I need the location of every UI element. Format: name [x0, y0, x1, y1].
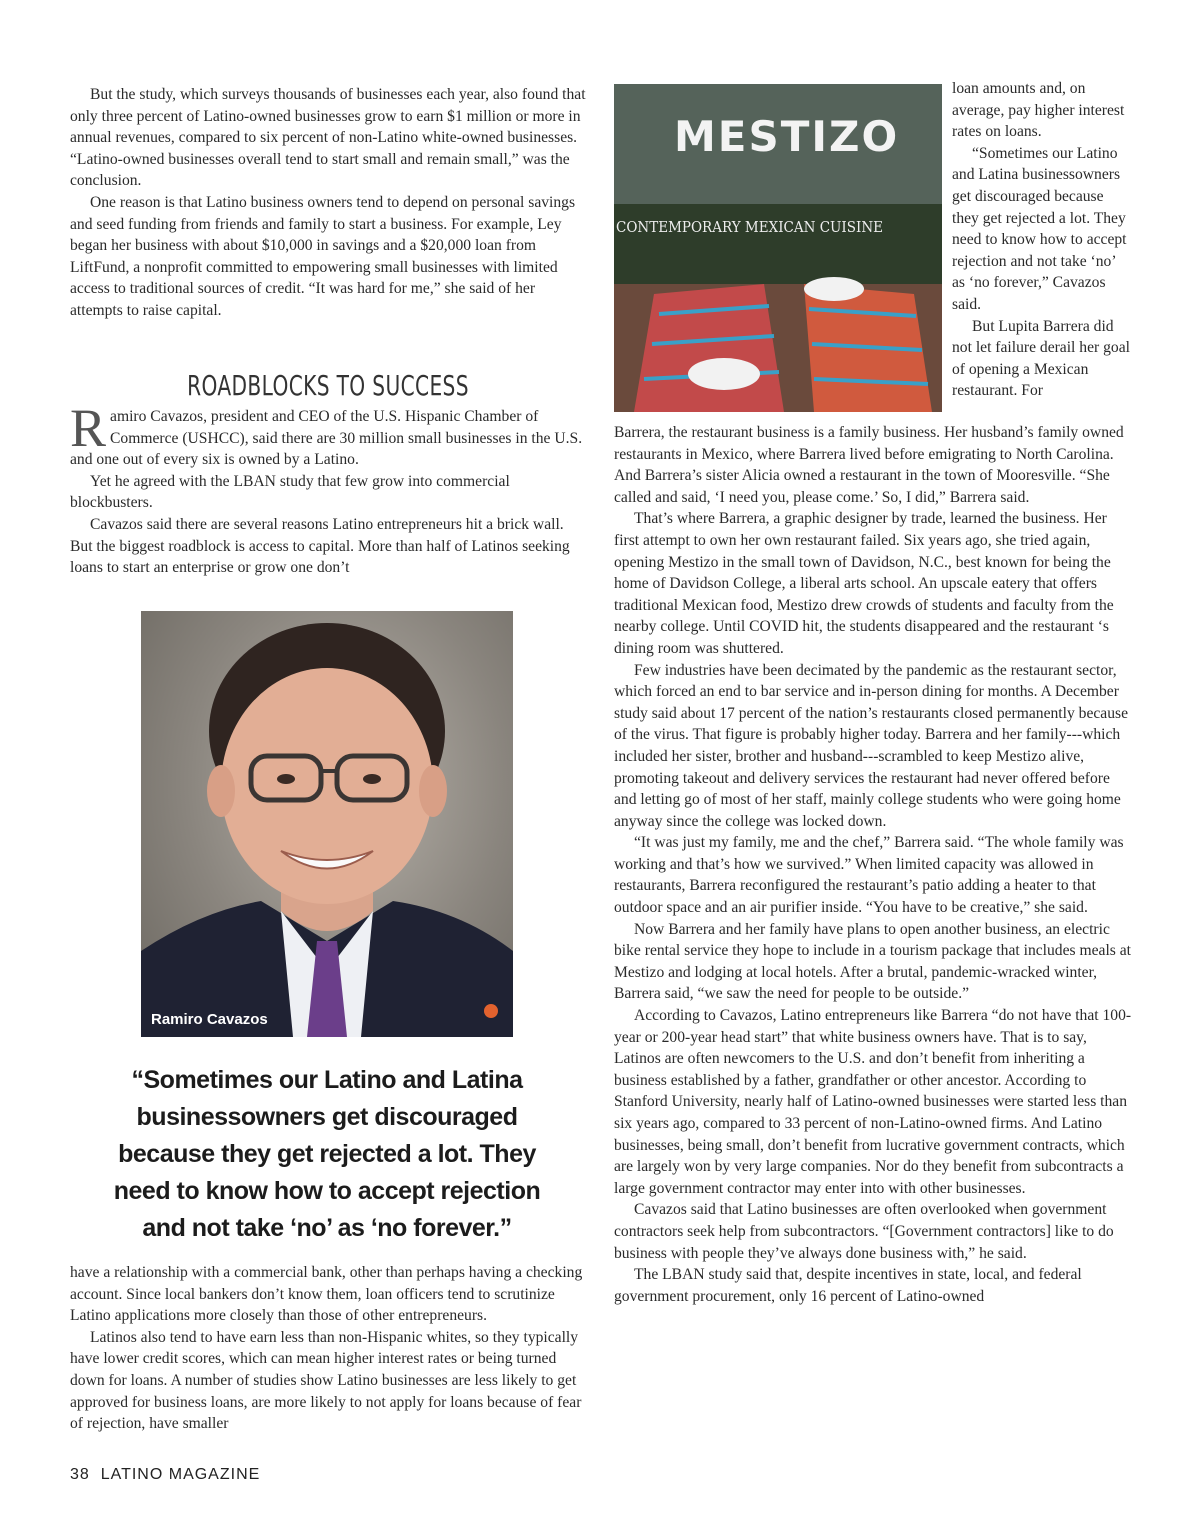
- body-paragraph: Few industries have been decimated by the pandemic as the restaurant sector, which forced an end to bar service and in-person dining for months. A December study said about 17 percent of the nation’s restaurants closed permanently because of the virus. That figure is probably higher today. Barrera and her family---which included her sister, brother and husband---scrambled to keep Mestizo alive, promoting takeout and delivery services the restaurant had never offered before and letting go of most of her staff, mainly college students who were going home anyway since the college was locked down.: [614, 661, 1128, 830]
- sign-main-text: MESTIZO: [674, 112, 900, 161]
- body-paragraph: That’s where Barrera, a graphic designer by trade, learned the business. Her first attempt to own her own restaurant failed. Six years ago, she tried again, opening Mestizo in the small town of Davidson, N.C., best known for being the home of Davidson College, a liberal arts school. An upscale eatery that offers traditional Mexican food, Mestizo drew crowds of students and faculty from the nearby college. Until COVID hit, the students disappeared and the restaurant ‘s dining room was shuttered.: [614, 510, 1114, 657]
- body-paragraph: The LBAN study said that, despite incentives in state, local, and federal government procurement, only 16 percent of Latino-owned: [614, 1266, 1082, 1305]
- body-paragraph: According to Cavazos, Latino entrepreneurs like Barrera “do not have that 100-year or 200-year head start” that white business owners have. That is to say, Latinos are often newcomers to the U.S. and don’t benefit from inheriting a business established by a father, grandfather or other ancestor. According to Stanford University, nearly half of Latino-owned businesses were started less than six years ago, compared to 33 percent of non-Latino-owned firms. And Latino businesses, being small, don’t benefit from lucrative government contracts, which are largely won by very large companies. Nor do they benefit from subcontracts a large government contractor may enter into with other businesses.: [614, 1007, 1132, 1197]
- body-paragraph: But Lupita Barrera did not let failure derail her goal of opening a Mexican restaurant. For: [952, 317, 1130, 400]
- portrait-photo: [141, 611, 513, 1037]
- left-column-lower: [70, 1262, 586, 1435]
- body-paragraph: “It was just my family, me and the chef,” Barrera said. “The whole family was working and that’s how we survived.” When limited capacity was allowed in restaurants, Barrera reconfigured the restaurant’s patio adding a heater to that outdoor space and an air purifier inside. “You have to be creative,” she said.: [614, 834, 1124, 917]
- photo-caption: Ramiro Cavazos: [151, 1011, 268, 1028]
- page-footer: [70, 1466, 260, 1484]
- right-narrow-column: [952, 78, 1132, 402]
- left-column-section: [70, 398, 586, 579]
- body-paragraph: “Sometimes our Latino and Latina businessowners get discouraged because they get rejected a lot. They need to know how to accept rejection and not take ‘no’ as ‘no forever,” Cavazos said.: [952, 144, 1127, 313]
- pull-quote: “Sometimes our Latino and Latina businessowners get discouraged because they get rejected a lot. They need to know how to accept rejection and not take ‘no’ as ‘no forever.”: [113, 1066, 541, 1242]
- body-paragraph: One reason is that Latino business owners tend to depend on personal savings and seed funding from friends and family to start a business. For example, Ley began her business with about $10,000 in savings and a $20,000 loan from LiftFund, a nonprofit committed to empowering small businesses with limited access to traditional sources of credit. “It was hard for me,” she said of her attempts to raise capital.: [70, 193, 576, 319]
- body-paragraph: Cavazos said there are several reasons Latino entrepreneurs hit a brick wall. But the biggest roadblock is access to capital. More than half of Latinos seeking loans to start an enterprise or grow one don’t: [70, 515, 570, 577]
- body-paragraph: Latinos also tend to have earn less than non-Hispanic whites, so they typically have lower credit scores, which can mean higher interest rates or being turned down for loans. A number of studies show Latino businesses are less likely to get approved for business loans, are more likely to not apply for loans because of fear of rejection, have smaller: [70, 1328, 582, 1433]
- body-paragraph: Barrera, the restaurant business is a family business. Her husband’s family owned restaurants in Mexico, where Barrera lived before emigrating to North Carolina. And Barrera’s sister Alicia owned a restaurant in the town of Mooresville. “She called and said, ‘I need you, please come.’ So, I did,” Barrera said.: [614, 424, 1124, 506]
- body-paragraph: loan amounts and, on average, pay higher interest rates on loans.: [952, 80, 1125, 141]
- body-paragraph: Now Barrera and her family have plans to open another business, an electric bike rental service they hope to include in a tourism package that includes meals at Mestizo and lodging at local hotels. After a brutal, pandemic-wracked winter, Barrera said, “we saw the need for people to be outside.”: [614, 920, 1132, 1003]
- portrait-illustration: [141, 611, 513, 1037]
- restaurant-photo: [614, 84, 942, 412]
- sign-sub-text: CONTEMPORARY MEXICAN CUISINE: [616, 218, 884, 236]
- dropcap-paragraph-text: amiro Cavazos, president and CEO of the U.S. Hispanic Chamber of Commerce (USHCC), said there are 30 million small businesses in the U.S. and one out of every six is owned by a Latino.: [70, 408, 583, 469]
- body-paragraph: Yet he agreed with the LBAN study that few grow into commercial blockbusters.: [70, 472, 510, 512]
- drop-cap: R: [70, 398, 107, 458]
- magazine-name: LATINO MAGAZINE: [100, 1466, 261, 1483]
- body-paragraph: Cavazos said that Latino businesses are often overlooked when government contractors seek help from subcontractors. “[Government contractors] like to do business with people they’ve always done business with,” he said.: [614, 1201, 1114, 1262]
- body-paragraph-dropcap: [70, 398, 586, 471]
- left-column: [70, 84, 586, 322]
- right-column: [614, 422, 1132, 1307]
- body-paragraph: have a relationship with a commercial bank, other than perhaps having a checking account. Since local bankers don’t know them, loan officers tend to scrutinize Latino applications more closely than those of other entrepreneurs.: [70, 1264, 583, 1325]
- section-heading: ROADBLOCKS TO SUCCESS: [187, 369, 469, 403]
- page-number: 38: [70, 1466, 90, 1483]
- body-paragraph: But the study, which surveys thousands of businesses each year, also found that only three percent of Latino-owned businesses grow to earn $1 million or more in annual revenues, compared to six percent of non-Latino white-owned businesses. “Latino-owned businesses overall tend to start small and remain small,” was the conclusion.: [70, 86, 586, 190]
